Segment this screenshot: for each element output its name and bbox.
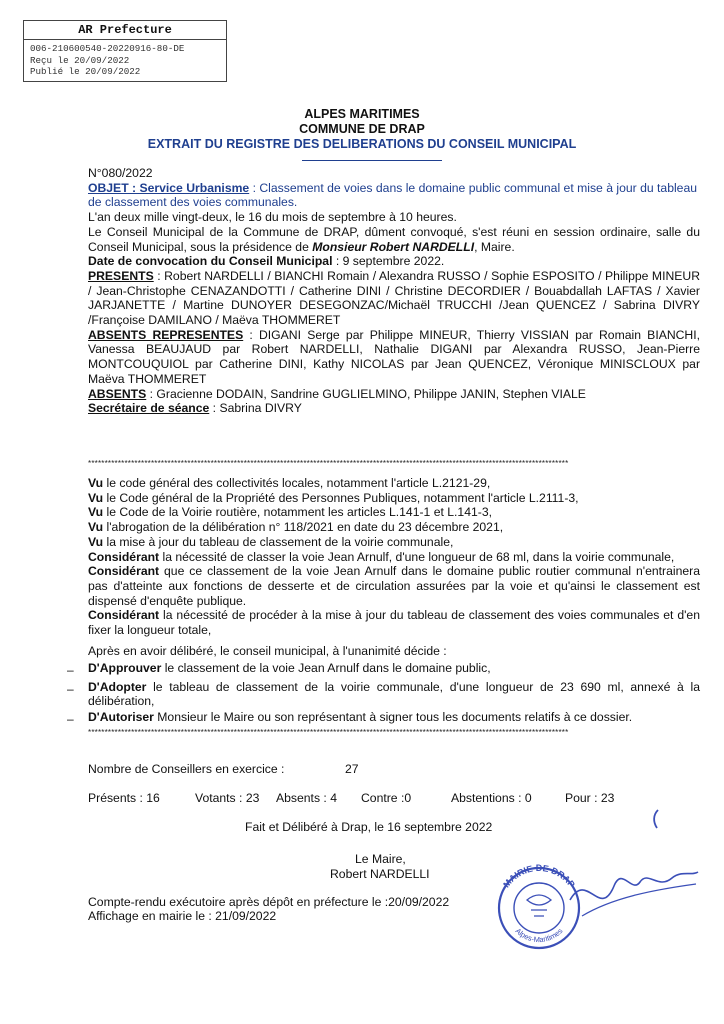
vu-text: le Code général de la Propriété des Personnes Publiques, notamment l'article L.2111-3,: [103, 490, 579, 505]
decision-text: le tableau de classement de la voirie communale, d'une longueur de 23 690 ml, annexé à la délibération,: [88, 679, 700, 709]
document-title: EXTRAIT DU REGISTRE DES DELIBERATIONS DU CONSEIL MUNICIPAL: [147, 137, 577, 151]
presents-list: : Robert NARDELLI / BIANCHI Romain / Alexandra RUSSO / Sophie ESPOSITO / Philippe MINEUR / Jean-Christophe CENAZANDOTTI / Catherine DINI / Christine DECORDIER / Bouabdallah LAFTAS / Xavier JARJANETTE / Martine DUNOYER DESEGONZAC/Michaël TRUCCHI /Jean QUENCEZ / Sabrina DIVRY /Françoise DAMILANO / Maëva THOMMERET: [88, 268, 700, 328]
vu-label: Vu: [88, 534, 104, 549]
considerant-text: la nécessité de procéder à la mise à jour du tableau de classement des voies communales et d'en fixer la longueur totale,: [88, 608, 700, 638]
decision-item: [88, 680, 700, 709]
vote-pour: Pour : 23: [565, 791, 615, 805]
commune-heading: COMMUNE DE DRAP: [299, 122, 425, 136]
convocation-date: [88, 254, 700, 269]
represented-paragraph: [88, 328, 700, 387]
decision-verb: D'Adopter: [88, 679, 147, 694]
seal-top-text: MAIRIE DE DRAP: [501, 862, 577, 890]
vu-item: [88, 505, 700, 520]
list-dash: –: [67, 663, 74, 677]
stamp-published: Publié le 20/09/2022: [30, 66, 141, 77]
vu-item: [88, 520, 700, 535]
considerant-item: [88, 564, 700, 608]
considerant-text: la nécessité de classer la voie Jean Arnulf, d'une longueur de 68 ml, dans la voirie communale,: [159, 549, 675, 564]
seal-inner-ring: [514, 883, 564, 933]
vu-label: Vu: [88, 490, 104, 505]
mayor-title: Le Maire,: [355, 852, 406, 866]
secretary-paragraph: [88, 401, 700, 416]
signature-tick: [650, 808, 662, 830]
separator-stars: *************************************************************************************************************************************************: [88, 459, 569, 468]
secretary-name: : Sabrina DIVRY: [209, 401, 302, 416]
title-rule: [302, 160, 442, 161]
vu-text: la mise à jour du tableau de classement de la voirie communale,: [103, 534, 454, 549]
objet-text: : Classement de voies dans le domaine public communal et mise à jour du tableau de classement des voies communales.: [88, 180, 698, 210]
decision-list: [88, 661, 700, 725]
absents-paragraph: [88, 387, 700, 402]
decision-verb: D'Autoriser: [88, 710, 154, 725]
considerant-item: [88, 550, 700, 565]
considerant-label: Considérant: [88, 564, 160, 579]
convocation-value: : 9 septembre 2022.: [332, 254, 445, 269]
presents-paragraph: [88, 269, 700, 328]
stamp-received: Reçu le 20/09/2022: [30, 54, 130, 66]
vu-text: l'abrogation de la délibération n° 118/2021 en date du 23 décembre 2021,: [103, 520, 504, 535]
represented-label: ABSENTS REPRESENTES: [88, 327, 244, 342]
stamp-lines: [24, 40, 226, 78]
vu-label: Vu: [88, 505, 104, 520]
prefecture-stamp: [23, 20, 227, 82]
compte-rendu: Compte-rendu exécutoire après dépôt en préfecture le :20/09/2022: [88, 895, 450, 909]
session-description: [88, 225, 700, 254]
objet-label: OBJET : Service Urbanisme: [88, 180, 250, 195]
session-text: Le Conseil Municipal de la Commune de DRAP, dûment convoqué, s'est réuni en session ordinaire, salle du Conseil Municipal, sous la présidence de: [88, 224, 700, 254]
vote-absents: Absents : 4: [276, 791, 337, 805]
council-count-label: Nombre de Conseillers en exercice :: [88, 762, 285, 776]
vu-label: Vu: [88, 476, 104, 490]
council-count-value: 27: [345, 762, 359, 776]
svg-text:Alpes-Maritimes: [514, 926, 565, 944]
objet-paragraph: [88, 181, 700, 210]
convocation-label: Date de convocation du Conseil Municipal: [88, 254, 333, 269]
vu-item: [88, 535, 700, 550]
stamp-title: AR Prefecture: [24, 21, 226, 40]
decision-text: Monsieur le Maire ou son représentant à signer tous les documents relatifs à ce dossier.: [153, 710, 633, 725]
considerant-label: Considérant: [88, 608, 160, 623]
decision-text: le classement de la voie Jean Arnulf dans le domaine public,: [161, 661, 491, 675]
considerant-text: que ce classement de la voie Jean Arnulf dans le domaine public routier communal n'entrainera pas d'atteinte aux fonctions de desserte et de circulation assurées par la voie et qu'ainsi le classement est dispensé d'enquête publique.: [88, 564, 700, 608]
vu-label: Vu: [88, 520, 104, 535]
vu-text: le code général des collectivités locales, notamment l'article L.2121-29,: [103, 476, 491, 490]
seal-bottom-text: Alpes-Maritimes: [513, 926, 565, 945]
separator-stars: *************************************************************************************************************************************************: [88, 728, 569, 737]
vote-contre: Contre :0: [361, 791, 412, 805]
decision-item: [88, 710, 700, 725]
affichage-date: Affichage en mairie le : 21/09/2022: [88, 909, 277, 923]
vote-presents: Présents : 16: [88, 791, 160, 805]
presents-label: PRESENTS: [88, 268, 154, 283]
signature-stroke: [582, 884, 696, 916]
mayor-name: Robert NARDELLI: [330, 867, 430, 881]
session-text-end: , Maire.: [474, 239, 515, 254]
secretary-label: Secrétaire de séance: [88, 401, 210, 416]
vote-abstentions: Abstentions : 0: [451, 791, 532, 805]
represented-list: : DIGANI Serge par Philippe MINEUR, Thierry VISSIAN par Romain BIANCHI, Vanessa BEAUJAUD par Robert NARDELLI, Nathalie DIGANI par Alexandra RUSSO, Jean-Pierre MONTCOUQUIOL par Catherine DINI, Kathy NICOLAS par Jean QUENCEZ, Véronique MINISCLOUX par Maëva THOMMERET: [88, 327, 701, 386]
deliberation-number: N°080/2022: [88, 166, 153, 180]
decision-item: [88, 661, 700, 676]
list-dash: –: [67, 682, 74, 696]
vu-item: [88, 491, 700, 506]
list-dash: –: [67, 712, 74, 726]
president-name: Monsieur Robert NARDELLI: [312, 239, 475, 254]
vu-text: le Code de la Voirie routière, notamment les articles L.141-1 et L.141-3,: [103, 505, 492, 520]
fait-date: Fait et Délibéré à Drap, le 16 septembre 2022: [245, 820, 493, 834]
considerants-block: [88, 476, 700, 638]
svg-text:MAIRIE DE DRAP: [501, 863, 577, 889]
session-intro: L'an deux mille vingt-deux, le 16 du mois de septembre à 10 heures.: [88, 210, 457, 225]
department-heading: ALPES MARITIMES: [304, 107, 420, 121]
seal-emblem: [527, 895, 551, 916]
considerant-label: Considérant: [88, 549, 160, 564]
absents-label: ABSENTS: [88, 386, 147, 401]
decision-verb: D'Approuver: [88, 661, 162, 675]
absents-list: : Gracienne DODAIN, Sandrine GUGLIELMINO, Philippe JANIN, Stephen VIALE: [146, 386, 586, 401]
mairie-seal: [482, 860, 702, 950]
stamp-reference: 006-210600540-20220916-80-DE: [30, 43, 185, 54]
considerant-item: [88, 608, 700, 637]
vu-item: [88, 476, 700, 491]
deliberation-block: [88, 166, 700, 416]
vote-votants: Votants : 23: [195, 791, 260, 805]
decision-intro: Après en avoir délibéré, le conseil municipal, à l'unanimité décide :: [88, 644, 447, 658]
